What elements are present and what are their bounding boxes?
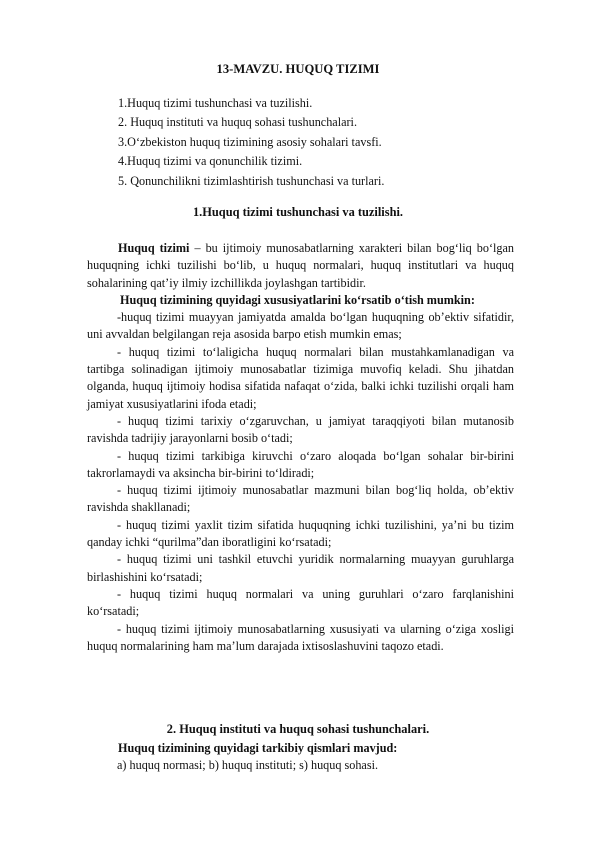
outline-item: 4.Huquq tizimi va qonunchilik tizimi. [118,154,303,169]
section-1-body [87,240,514,655]
outline-item: 3.O‘zbekiston huquq tizimining asosiy sohalari tavsfi. [118,134,382,149]
feature-paragraph: - huquq tizimi tarkibiga kiruvchi o‘zaro aloqada bo‘lgan sohalar bir-birini takrorlamaydi va aksincha bir-birini to‘ldiradi; [87,448,514,480]
features-heading: Huquq tizimining quyidagi xususiyatlarini ko‘rsatib o‘tish mumkin: [120,292,475,307]
definition-term: Huquq tizimi [118,241,190,255]
feature-paragraph: - huquq tizimi huquq normalari va uning guruhlari o‘zaro farqlanishini ko‘rsatadi; [87,586,514,619]
feature-paragraph: - huquq tizimi ijtimoiy munosabatlar mazmuni bilan bog‘liq holda, ob’ektiv ravishda shakllanadi; [87,483,514,515]
feature-paragraph: - huquq tizimi uni tashkil etuvchi yuridik normalarning muayyan guruhlarga birlashishini ko‘rsatadi; [87,552,514,584]
topic-outline [118,94,384,191]
outline-item: 5. Qonunchilikni tizimlashtirish tushunchasi va turlari. [118,173,385,188]
section-2-body [87,740,514,775]
feature-paragraph: - huquq tizimi yaxlit tizim sifatida huquqning ichki tuzilishini, ya’ni bu tizim qanday ichki “qurilma”dan iboratligini ko‘rsatadi; [87,517,514,550]
section-2-heading: 2. Huquq instituti va huquq sohasi tushunchalari. [166,722,430,736]
feature-paragraph: -huquq tizimi muayyan jamiyatda amalda bo‘lgan huquqning ob’ektiv sifatidir, uni avvaldan belgilangan reja asosida barpo etish mumkin emas; [87,310,514,342]
page-title: 13-MAVZU. HUQUQ TIZIMI [216,62,380,76]
definition-text: – bu ijtimoiy munosabatlarning xarakteri bilan bog‘liq bo‘lgan huquqning ichki tuzilishi bo‘lib, u huquq normalari, huquq institutlari va huquq sohalarining qat’iy ilmiy izchillikda joylashgan tartibidir. [87,241,514,290]
feature-paragraph: - huquq tizimi tarixiy o‘zgaruvchan, u jamiyat taraqqiyoti bilan mutanosib ravishda tadrijiy jarayonlarni bosib o‘tadi; [87,413,514,446]
structure-heading: Huquq tizimining quyidagi tarkibiy qismlari mavjud: [118,741,398,755]
structure-items: a) huquq normasi; b) huquq instituti; s) huquq sohasi. [117,758,379,773]
section-1-heading: 1.Huquq tizimi tushunchasi va tuzilishi. [192,205,403,219]
feature-paragraph: - huquq tizimi ijtimoiy munosabatlarning xususiyati va ularning o‘ziga xosligi huquq normalarining ham ma’lum darajada ixtisoslashuvini taqozo etadi. [87,621,514,653]
outline-item: 1.Huquq tizimi tushunchasi va tuzilishi. [118,96,313,110]
definition-paragraph [87,240,514,292]
outline-item: 2. Huquq instituti va huquq sohasi tushunchalari. [118,115,357,130]
feature-paragraph: - huquq tizimi to‘laligicha huquq normalari bilan mustahkamlanadigan va tartibga solinadigan ijtimoiy munosabatlar tizimiga muvofiq keladi. Shu jihatdan olganda, huquq ijtimoiy hodisa sifatida nafaqat o‘zida, balki ichki tuzilishi orqali ham jamiyat xususiyatlarini ifoda etadi; [87,344,514,411]
